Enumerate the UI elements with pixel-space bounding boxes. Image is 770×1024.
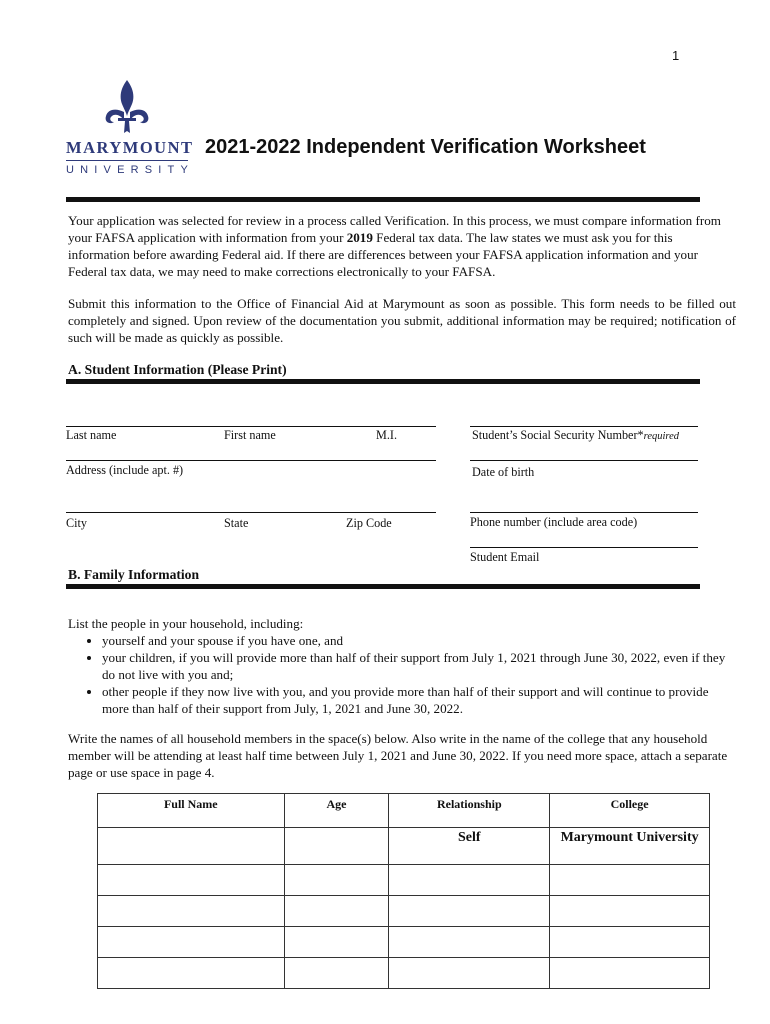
logo-wordmark: MARYMOUNT [66,138,194,157]
table-row [98,865,710,896]
household-table [97,793,710,989]
full-name-cell[interactable] [98,958,285,989]
last-name-label: Last name [66,428,117,442]
column-header-relationship: Relationship [389,794,550,828]
ssn-field-line[interactable] [470,426,698,427]
page-title: 2021-2022 Independent Verification Worksheet [205,136,646,158]
relationship-cell[interactable] [389,865,550,896]
intro-text-a: Your application was selected for review in a process called Verification. In this process, we must compare information from your FAFSA application with information from your [68,213,721,245]
address-label: Address (include apt. #) [66,463,184,477]
table-row [98,896,710,927]
intro-tax-year: 2019 [346,230,373,245]
ssn-label-text: Student’s Social Security Number* [472,428,644,442]
ssn-label [472,428,679,443]
age-cell[interactable] [284,896,389,927]
phone-label: Phone number (include area code) [470,515,638,529]
list-item: • your children, if you will provide more than half of their support from July 1, 2021 through June 30, 2022, even if they do not live with you and; [102,649,736,683]
first-name-label: First name [224,428,276,442]
column-header-full-name: Full Name [98,794,285,828]
relationship-cell[interactable] [389,927,550,958]
relationship-cell[interactable]: Self [389,828,550,865]
email-label: Student Email [470,550,540,564]
mi-label: M.I. [376,428,397,442]
zip-code-label: Zip Code [346,516,392,530]
age-cell[interactable] [284,828,389,865]
phone-field-line[interactable] [470,512,698,513]
name-field-line[interactable] [66,426,436,427]
intro-paragraph-2: Submit this information to the Office of Financial Aid at Marymount as soon as possible. This form needs to be filled out completely and signed. Upon review of the documentation you submit, additional information may be required; notification of such will be made as quickly as possible. [68,296,736,345]
table-row [98,958,710,989]
college-cell[interactable]: Marymount University [550,828,710,865]
address-field-line[interactable] [66,460,436,461]
email-field-line[interactable] [470,547,698,548]
title-divider [66,197,700,202]
city-state-zip-field-line[interactable] [66,512,436,513]
household-list [68,615,736,717]
household-list-intro: List the people in your household, including: [68,616,304,631]
household-instructions: Write the names of all household members in the space(s) below. Also write in the name of the college that any household member will be attending at least half time between July 1, 2021 and June 30, 2022. If you need more space, attach a separate page or use space in page 4. [68,731,728,780]
dob-label: Date of birth [472,465,535,479]
dob-field-line[interactable] [470,460,698,461]
ssn-required-note: required [643,431,680,442]
full-name-cell[interactable] [98,896,285,927]
logo-divider [66,160,188,161]
table-row [98,828,710,865]
age-cell[interactable] [284,927,389,958]
fleur-de-lis-icon [66,78,188,136]
list-item: • other people if they now live with you, and you provide more than half of their support and will continue to provide more than half of their support from July, 1, 2021 and June 30, 2022. [102,683,736,717]
college-cell[interactable] [550,927,710,958]
full-name-cell[interactable] [98,828,285,865]
intro-text-b: Federal tax data. The law states we must ask you for this information before awarding Federal aid. If there are differences between your FAFSA application information and your Federal tax data, we may need to make corrections electronically to your FAFSA. [68,230,698,279]
college-cell[interactable] [550,865,710,896]
full-name-cell[interactable] [98,865,285,896]
section-b-divider [66,584,700,589]
column-header-age: Age [284,794,389,828]
column-header-college: College [550,794,710,828]
relationship-cell[interactable] [389,896,550,927]
college-cell[interactable] [550,958,710,989]
table-row [98,927,710,958]
marymount-logo [66,78,195,178]
city-label: City [66,516,87,530]
logo-subtitle: UNIVERSITY [66,164,195,176]
table-header-row [98,794,710,828]
household-bullets [68,632,736,717]
full-name-cell[interactable] [98,927,285,958]
section-a-divider [66,379,700,384]
list-item: • yourself and your spouse if you have one, and [102,632,736,649]
state-label: State [224,516,249,530]
age-cell[interactable] [284,865,389,896]
section-b-heading: B. Family Information [68,567,200,582]
age-cell[interactable] [284,958,389,989]
intro-paragraph-1 [68,212,736,280]
relationship-cell[interactable] [389,958,550,989]
section-a-heading: A. Student Information (Please Print) [68,362,287,377]
college-cell[interactable] [550,896,710,927]
page-number: 1 [672,48,680,63]
